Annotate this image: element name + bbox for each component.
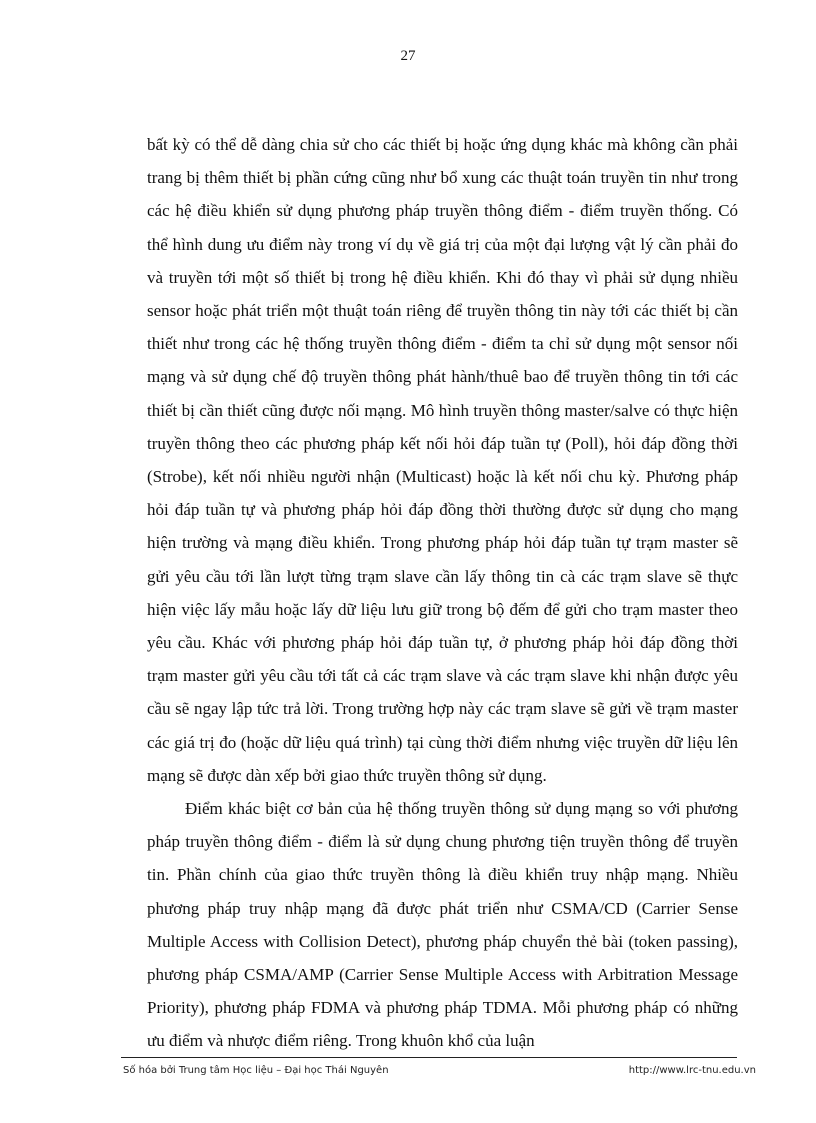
paragraph-continued: bất kỳ có thể dễ dàng chia sử cho các thiết bị hoặc ứng dụng khác mà không cần phải trang bị thêm thiết bị phần cứng cũng như bổ xung các thuật toán truyền tin như trong các hệ điều khiển sử dụng phương pháp truyền thông điểm - điểm truyền thống. Có thể hình dung ưu điểm này trong ví dụ về giá trị của một đại lượng vật lý cần phải đo và truyền tới một số thiết bị trong hệ điều khiển. Khi đó thay vì phải sử dụng nhiều sensor hoặc phát triển một thuật toán riêng để truyền thông tin này tới các thiết bị cần thiết như trong các hệ thống truyền thông điểm - điểm ta chỉ sử dụng một sensor nối mạng và sử dụng chế độ truyền thông phát hành/thuê bao để truyền thông tin tới các thiết bị cần thiết cũng được nối mạng. Mô hình truyền thông master/salve có thực hiện truyền thông theo các phương pháp kết nối hỏi đáp tuần tự (Poll), hỏi đáp đồng thời (Strobe), kết nối nhiều người nhận (Multicast) hoặc là kết nối chu kỳ. Phương pháp hỏi đáp tuần tự và phương pháp hỏi đáp đồng thời thường được sử dụng cho mạng hiện trường và mạng điều khiển. Trong phương pháp hỏi đáp tuần tự trạm master sẽ gửi yêu cầu tới lần lượt từng trạm slave cần lấy thông tin cà các trạm slave sẽ thực hiện việc lấy mẫu hoặc lấy dữ liệu lưu giữ trong bộ đếm để gửi cho trạm master theo yêu cầu. Khác với phương pháp hỏi đáp tuần tự, ở phương pháp hỏi đáp đồng thời trạm master gửi yêu cầu tới tất cả các trạm slave và các trạm slave khi nhận được yêu cầu sẽ ngay lập tức trả lời. Trong trường hợp này các trạm slave sẽ gửi về trạm master các giá trị đo (hoặc dữ liệu quá trình) tại cùng thời điểm nhưng việc truyền dữ liệu lên mạng sẽ được dàn xếp bởi giao thức truyền thông sử dụng. <box>147 135 738 785</box>
paragraph-network-access: Điểm khác biệt cơ bản của hệ thống truyền thông sử dụng mạng so với phương pháp truyền thông điểm - điểm là sử dụng chung phương tiện truyền thông để truyền tin. Phần chính của giao thức truyền thông là điều khiển truy nhập mạng. Nhiều phương pháp truy nhập mạng đã được phát triển như CSMA/CD (Carrier Sense Multiple Access with Collision Detect), phương pháp chuyển thẻ bài (token passing), phương pháp CSMA/AMP (Carrier Sense Multiple Access with Arbitration Message Priority), phương pháp FDMA và phương pháp TDMA. Mỗi phương pháp có những ưu điểm và nhược điểm riêng. Trong khuôn khổ của luận <box>147 799 738 1051</box>
main-text <box>147 128 738 1058</box>
footer-url: http://www.lrc-tnu.edu.vn <box>628 1065 756 1076</box>
footer-source: Số hóa bởi Trung tâm Học liệu – Đại học Thái Nguyên <box>123 1065 389 1076</box>
page-number: 27 <box>400 48 416 64</box>
footer-divider <box>121 1057 737 1058</box>
